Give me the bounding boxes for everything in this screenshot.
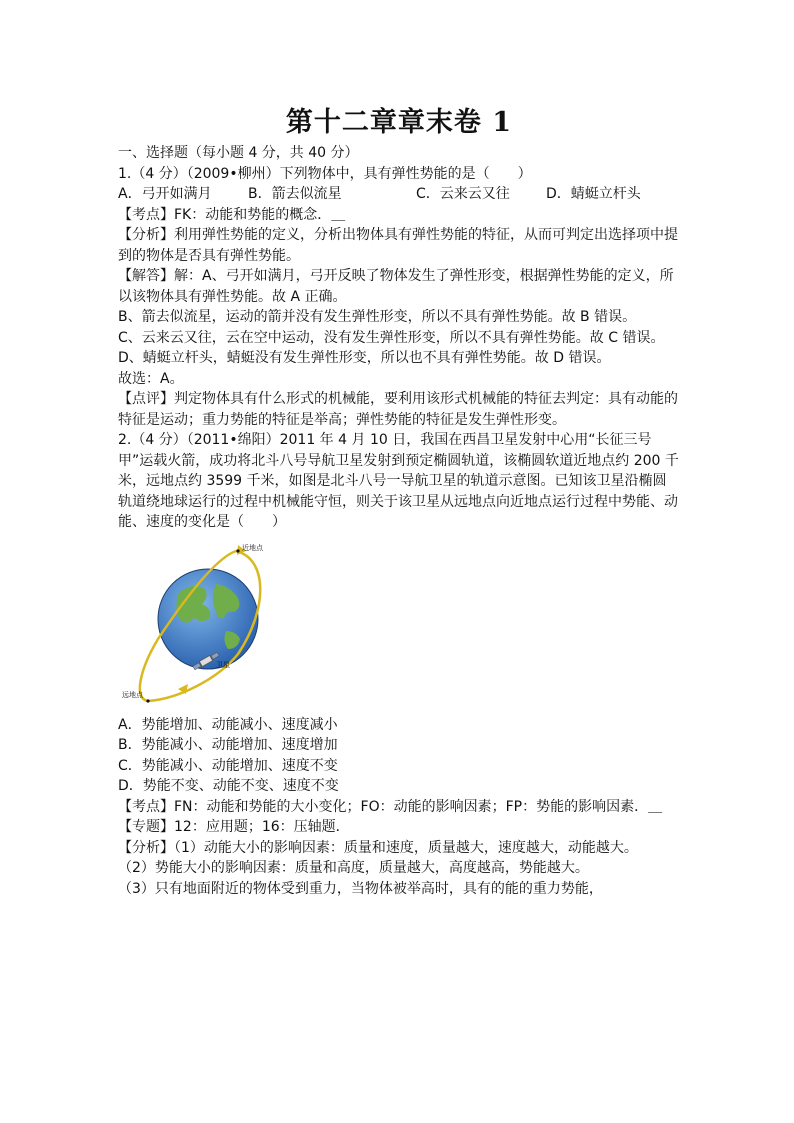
q1-stem: 1.（4 分）（2009•柳州）下列物体中，具有弹性势能的是（ ） xyxy=(118,165,532,182)
q1-explain-d: D、蜻蜓立杆头，蜻蜓没有发生弹性形变，所以也不具有弹性势能。故 D 错误。 xyxy=(118,350,611,366)
q1-option-a: A．弓开如满月 xyxy=(118,186,212,202)
q2-fenxi-1: 【分析】（1）动能大小的影响因素：质量和速度，质量越大，速度越大，动能越大。 xyxy=(118,839,638,856)
section-heading: 一、选择题（每小题 4 分，共 40 分） xyxy=(118,145,359,161)
q2-zhuanti: 【专题】12：应用题；16：压轴题． xyxy=(118,819,350,835)
q2-fenxi-2: （2）势能大小的影响因素：质量和高度，质量越大，高度越高，势能越大。 xyxy=(118,860,589,876)
near-point-marker xyxy=(236,549,239,552)
satellite-orbit-figure xyxy=(118,539,680,709)
q1-dianping: 【点评】判定物体具有什么形式的机械能，要利用该形式机械能的特征去判定：具有动能的特征是运动；重力势能的特征是举高；弹性势能的特征是发生弹性形变。 xyxy=(118,391,678,428)
q1-option-c: C．云来云又往 xyxy=(416,186,510,202)
page-title: 第十二章章末卷 1 xyxy=(285,107,513,138)
q2-kaodian: 【考点】FN：动能和势能的大小变化；FO：动能的影响因素；FP：势能的影响因素．＿ xyxy=(118,798,663,815)
q1-option-b: B．箭去似流星 xyxy=(248,186,342,202)
q2-option-c: C．势能减小、动能增加、速度不变 xyxy=(118,757,338,774)
q1-options xyxy=(118,184,680,205)
q1-explain-b: B、箭去似流星，运动的箭并没有发生弹性形变，所以不具有弹性势能。故 B 错误。 xyxy=(118,309,637,325)
q1-option-d: D．蜻蜓立杆头 xyxy=(546,186,641,202)
q1-explain-c: C、云来云又往，云在空中运动，没有发生弹性形变，所以不具有弹性势能。故 C 错误。 xyxy=(118,329,665,346)
far-point-marker xyxy=(146,699,149,702)
q1-jieda: 【解答】解：A、弓开如满月，弓开反映了物体发生了弹性形变，根据弹性势能的定义，所以该物体具有弹性势能。故 A 正确。 xyxy=(118,268,674,305)
q1-choice: 故选：A。 xyxy=(118,370,184,387)
q2-option-a: A．势能增加、动能减小、速度减小 xyxy=(118,716,338,733)
document-page xyxy=(118,100,680,899)
satellite-label: 卫星 xyxy=(216,660,230,669)
q2-option-b: B．势能减小、动能增加、速度增加 xyxy=(118,737,338,753)
far-point-label: 远地点 xyxy=(122,690,143,699)
q2-stem: 2.（4 分）（2011•绵阳）2011 年 4 月 10 日，我国在西昌卫星发射中心用“长征三号甲”运载火箭，成功将北斗八号导航卫星发射到预定椭圆轨道，该椭圆软道近地点约 200 千米，远地点约 3599 千米，如图是北斗八号一导航卫星的轨道示意图。已知该卫星沿椭圆轨道绕地球运行的过程中机械能守恒，则关于该卫星从远地点向近地点运行过程中势能、动能、速度的变化是（ ） xyxy=(118,432,679,530)
q2-option-d: D．势能不变、动能不变、速度不变 xyxy=(118,778,339,794)
q1-kaodian: 【考点】FK：动能和势能的概念．＿ xyxy=(118,206,346,223)
orbit-diagram xyxy=(118,539,288,709)
q2-fenxi-3: （3）只有地面附近的物体受到重力，当物体被举高时，具有的能的重力势能， xyxy=(118,880,603,897)
near-point-label: 近地点 xyxy=(242,543,263,552)
q1-fenxi: 【分析】利用弹性势能的定义，分析出物体具有弹性势能的特征，从而可判定出选择项中提到的物体是否具有弹性势能。 xyxy=(118,227,678,264)
